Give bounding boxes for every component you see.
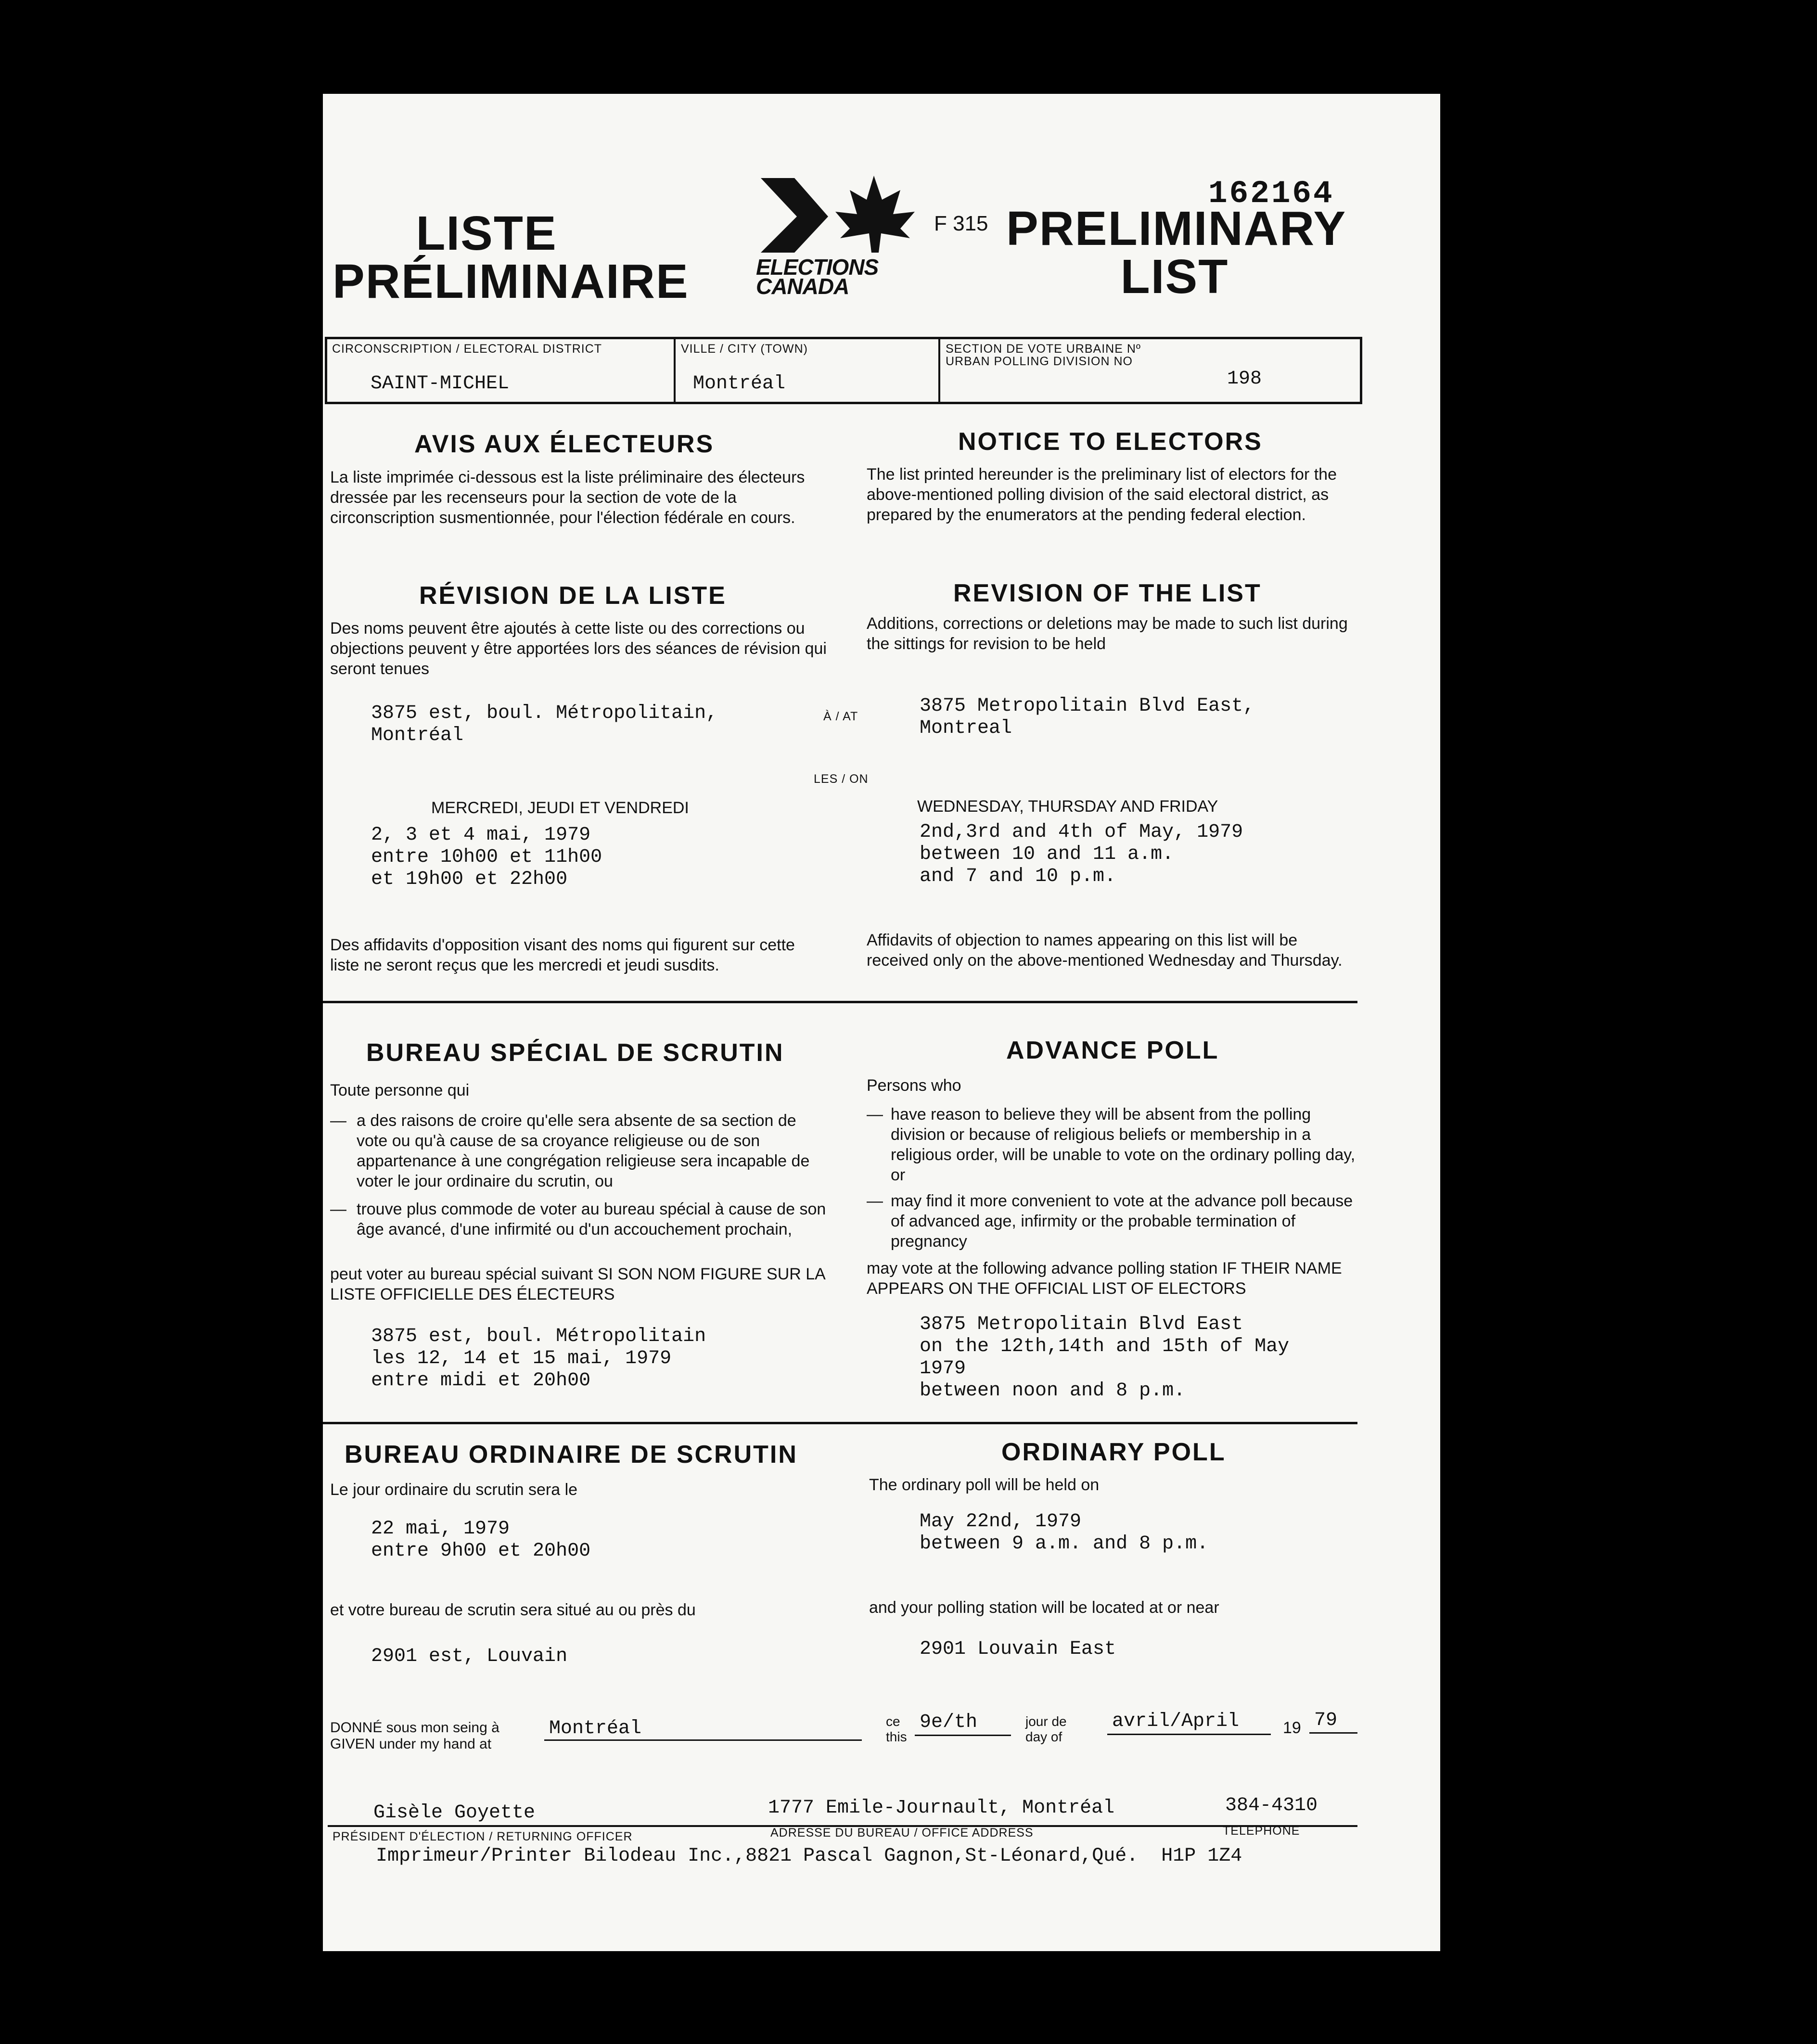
revision-en-address: 3875 Metropolitain Blvd East, Montreal	[920, 695, 1255, 739]
title-fr-line2: PRÉLIMINAIRE	[333, 255, 689, 308]
year-underline	[1309, 1732, 1357, 1734]
logo-line1: ELECTIONS	[756, 255, 879, 280]
header-box	[325, 337, 1362, 404]
signature-century: 19	[1283, 1719, 1301, 1737]
form-number: F 315	[934, 212, 988, 235]
given-fr-label: DONNÉ sous mon seing à	[330, 1720, 499, 1736]
advance-en-intro: Persons who	[867, 1076, 961, 1095]
revision-fr-title: RÉVISION DE LA LISTE	[419, 582, 727, 610]
serial-number: 162164	[1208, 176, 1334, 212]
dash-marker: —	[330, 1111, 346, 1130]
title-fr-line1: LISTE	[416, 206, 557, 260]
advance-fr-intro: Toute personne qui	[330, 1081, 470, 1099]
ordinary-en-station-typed: 2901 Louvain East	[920, 1638, 1116, 1660]
division-value: 198	[1227, 368, 1262, 390]
revision-on-label: LES / ON	[814, 772, 869, 786]
officer-name: Gisèle Goyette	[373, 1802, 536, 1824]
section-divider-2	[323, 1422, 1357, 1424]
revision-fr-address: 3875 est, boul. Métropolitain, Montréal	[371, 703, 718, 746]
advance-fr-item1: a des raisons de croire qu'elle sera absente de sa section de vote ou qu'à cause de sa croyance religieuse ou de son appartenance à une congrégation religieuse sera incapable de voter le jour ordinaire du scrutin, ou	[357, 1111, 810, 1190]
signature-year: 79	[1314, 1710, 1338, 1731]
city-label: VILLE / CITY (TOWN)	[681, 342, 808, 356]
preliminary-list-form	[323, 94, 1440, 1951]
ordinary-en-intro: The ordinary poll will be held on	[869, 1476, 1100, 1494]
this-fr-label: ce	[886, 1714, 900, 1729]
dash-marker: —	[330, 1200, 346, 1218]
logo-line2: CANADA	[756, 274, 849, 299]
division-label-1: SECTION DE VOTE URBAINE Nº	[946, 342, 1141, 356]
printer-line: Imprimeur/Printer Bilodeau Inc.,8821 Pascal Gagnon,St-Léonard,Qué. H1P 1Z4	[376, 1845, 1242, 1867]
advance-fr-typed: 3875 est, boul. Métropolitain les 12, 14 et 15 mai, 1979 entre midi et 20h00	[371, 1326, 706, 1392]
advance-en-typed: 3875 Metropolitain Blvd East on the 12th,14th and 15th of May 1979 between noon and 8 p.m.	[920, 1314, 1290, 1402]
revision-fr-days: MERCREDI, JEUDI ET VENDREDI	[431, 799, 689, 817]
section-divider-1	[323, 1001, 1357, 1003]
revision-en-days: WEDNESDAY, THURSDAY AND FRIDAY	[917, 797, 1218, 816]
revision-at-label: À / AT	[823, 710, 858, 723]
dayof-en-label: day of	[1025, 1729, 1062, 1744]
month-underline	[1107, 1734, 1271, 1735]
given-en-label: GIVEN under my hand at	[330, 1736, 492, 1752]
ordinary-fr-typed: 22 mai, 1979 entre 9h00 et 20h00	[371, 1518, 591, 1562]
ordinary-en-station: and your polling station will be located at or near	[869, 1598, 1219, 1617]
advance-fr-item2: trouve plus commode de voter au bureau spécial à cause de son âge avancé, d'une infirmité ou d'un accouchement prochain,	[357, 1200, 826, 1239]
this-en-label: this	[886, 1729, 907, 1744]
officer-label: PRÉSIDENT D'ÉLECTION / RETURNING OFFICER	[333, 1830, 633, 1843]
revision-fr-dates: 2, 3 et 4 mai, 1979 entre 10h00 et 11h00 et 19h00 et 22h00	[371, 824, 602, 890]
ordinary-en-title: ORDINARY POLL	[1001, 1438, 1226, 1466]
signature-day: 9e/th	[920, 1712, 978, 1733]
division-label-2: URBAN POLLING DIVISION NO	[946, 355, 1133, 368]
notice-en-title: NOTICE TO ELECTORS	[958, 428, 1263, 456]
title-en-line2: LIST	[1120, 250, 1229, 304]
elections-canada-logo	[756, 173, 929, 299]
revision-en-text: Additions, corrections or deletions may be made to such list during the sittings for revision to be held	[867, 614, 1348, 653]
city-value: Montréal	[693, 373, 786, 395]
advance-en-outro: may vote at the following advance polling station IF THEIR NAME APPEARS ON THE OFFICIAL LIST OF ELECTORS	[867, 1259, 1342, 1298]
title-en-line1: PRELIMINARY	[1006, 202, 1347, 256]
ordinary-fr-station-typed: 2901 est, Louvain	[371, 1646, 568, 1667]
advance-en-title: ADVANCE POLL	[1006, 1036, 1219, 1064]
revision-en-title: REVISION OF THE LIST	[953, 579, 1262, 607]
district-value: SAINT-MICHEL	[371, 373, 510, 395]
advance-fr-outro: peut voter au bureau spécial suivant SI SON NOM FIGURE SUR LA LISTE OFFICIELLE DES ÉLECTEURS	[330, 1265, 825, 1303]
district-label: CIRCONSCRIPTION / ELECTORAL DISTRICT	[332, 342, 602, 356]
office-address: 1777 Emile-Journault, Montréal	[768, 1797, 1115, 1819]
revision-en-dates: 2nd,3rd and 4th of May, 1979 between 10 and 11 a.m. and 7 and 10 p.m.	[920, 821, 1243, 887]
address-label: ADRESSE DU BUREAU / OFFICE ADDRESS	[770, 1826, 1034, 1840]
revision-en-affidavit: Affidavits of objection to names appearing on this list will be received only on the above-mentioned Wednesday and Thursday.	[867, 931, 1343, 970]
notice-fr-title: AVIS AUX ÉLECTEURS	[414, 430, 715, 458]
ordinary-fr-intro: Le jour ordinaire du scrutin sera le	[330, 1481, 578, 1499]
ordinary-fr-station: et votre bureau de scrutin sera situé au ou près du	[330, 1601, 696, 1619]
notice-en-text: The list printed hereunder is the preliminary list of electors for the above-mentioned polling division of the said electoral district, as prepared by the enumerators at the pending federal election.	[867, 465, 1337, 524]
advance-en-item1: have reason to believe they will be absent from the polling division or because of religious beliefs or membership in a religious order, will be unable to vote on the ordinary polling day, or	[891, 1105, 1356, 1184]
ordinary-fr-title: BUREAU ORDINAIRE DE SCRUTIN	[345, 1441, 798, 1469]
maple-leaf-x-icon	[756, 173, 929, 255]
place-underline	[544, 1739, 862, 1741]
phone-label: TELEPHONE	[1223, 1824, 1300, 1838]
notice-fr-text: La liste imprimée ci-dessous est la liste préliminaire des électeurs dressée par les recenseurs pour la section de vote de la circonscription susmentionnée, pour l'élection fédérale en cours.	[330, 468, 805, 527]
ordinary-en-typed: May 22nd, 1979 between 9 a.m. and 8 p.m.	[920, 1511, 1209, 1555]
office-phone: 384-4310	[1225, 1795, 1318, 1816]
dash-marker: —	[867, 1105, 883, 1124]
signature-month: avril/April	[1112, 1711, 1240, 1732]
revision-fr-affidavit: Des affidavits d'opposition visant des noms qui figurent sur cette liste ne seront reçus que les mercredi et jeudi susdits.	[330, 936, 795, 974]
advance-fr-title: BUREAU SPÉCIAL DE SCRUTIN	[366, 1039, 784, 1067]
advance-en-item2: may find it more convenient to vote at the advance poll because of advanced age, infirmity or the probable termination of pregnancy	[891, 1192, 1353, 1251]
day-underline	[915, 1735, 1011, 1736]
dash-marker: —	[867, 1192, 883, 1210]
signature-place: Montréal	[549, 1718, 642, 1739]
dayof-fr-label: jour de	[1025, 1714, 1067, 1729]
revision-fr-text: Des noms peuvent être ajoutés à cette liste ou des corrections ou objections peuvent y être apportées lors des séances de révision qui seront tenues	[330, 619, 827, 678]
